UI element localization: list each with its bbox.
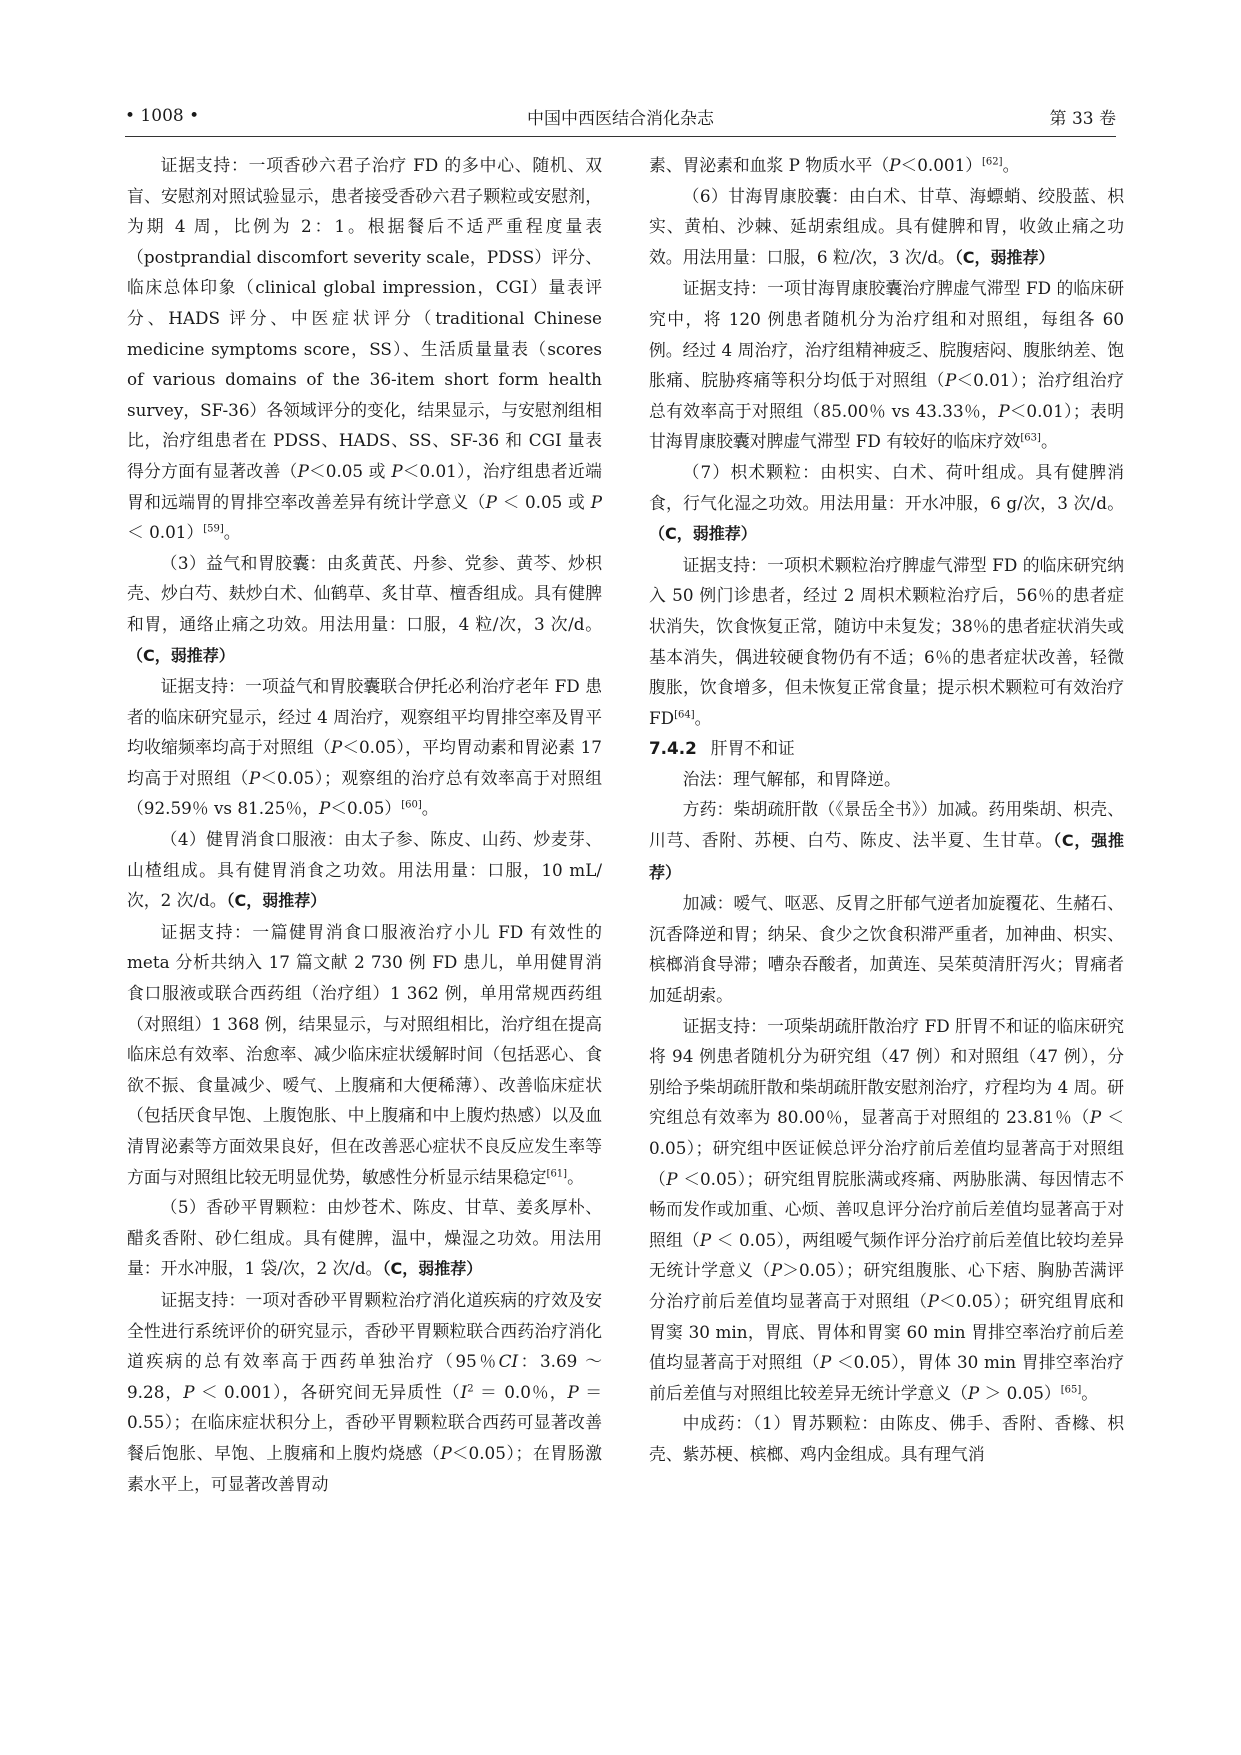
recommendation-grade: （C，弱推荐） xyxy=(226,891,327,911)
recommendation-grade: （C，弱推荐） xyxy=(649,524,757,544)
left-column xyxy=(127,150,602,1499)
recommendation-grade: （C，弱推荐） xyxy=(127,645,235,665)
citation: [59] xyxy=(203,523,224,535)
citation: [63] xyxy=(1020,432,1041,444)
section-title: 肝胃不和证 xyxy=(710,738,795,759)
paragraph: 治法：理气解郁，和胃降逆。 xyxy=(682,768,901,789)
paragraph: 素、胃泌素和血浆 P 物质水平（P＜0.001）[62]。 xyxy=(649,155,1020,175)
running-header xyxy=(125,96,1116,137)
paragraph: 证据支持：一项对香砂平胃颗粒治疗消化道疾病的疗效及安全性进行系统评价的研究显示，香砂平胃颗粒联合西药治疗消化道疾病的总有效率高于西药单独治疗（95％CI：3.69 ～ 9.28，P ＜ 0.001），各研究间无异质性（$I^2 = 0.0$％，P ＝ 0.55）；在临床症状积分上，香砂平胃颗粒联合西药可显著改善餐后饱胀、早饱、上腹痛和上腹灼烧感（P＜0.05）；在胃肠激素水平上，可显著改善胃动 xyxy=(127,1289,602,1494)
paragraph: 加减：嗳气、呕恶、反胃之肝郁气逆者加旋覆花、生赭石、沉香降逆和胃；纳呆、食少之饮食积滞严重者，加神曲、枳实、槟榔消食导滞；嘈杂吞酸者，加黄连、吴茱萸清肝泻火；胃痛者加延胡索。 xyxy=(649,893,1124,1006)
citation: [61] xyxy=(546,1168,568,1179)
recommendation-grade: （C，强推荐） xyxy=(649,831,1124,882)
paragraph: 证据支持：一项枳术颗粒治疗脾虚气滞型 FD 的临床研究纳入 50 例门诊患者，经过 2 周枳术颗粒治疗后，56％的患者症状消失，饮食恢复正常，随访中未复发；38％的患者症状消失或基本消失，偶进较硬食物仍有不适；6％的患者症状改善，轻微腹胀，饮食增多，但未恢复正常食量；提示枳术颗粒可有效治疗 FD[64]。 xyxy=(649,554,1124,728)
paragraph: 证据支持：一项益气和胃胶囊联合伊托必利治疗老年 FD 患者的临床研究显示，经过 4 周治疗，观察组平均胃排空率及胃平均收缩频率均高于对照组（P＜0.05），平均胃动素和胃泌素 17 均高于对照组（P＜0.05）；观察组的治疗总有效率高于对照组（92.59％ vs 81.25％，P＜0.05）[60]。 xyxy=(127,676,602,819)
volume-label: 第 33 卷 xyxy=(1049,108,1116,129)
paragraph: 中成药：（1）胃苏颗粒：由陈皮、佛手、香附、香橼、枳壳、紫苏梗、槟榔、鸡内金组成。具有理气消 xyxy=(649,1413,1124,1464)
right-column xyxy=(649,150,1124,1470)
section-number: 7.4.2 xyxy=(649,738,697,759)
page-number: • 1008 • xyxy=(125,106,200,126)
citation: [65] xyxy=(1060,1384,1082,1396)
citation: [62] xyxy=(982,156,1003,168)
recommendation-grade: （C，弱推荐） xyxy=(954,247,1055,267)
paragraph: 证据支持：一篇健胃消食口服液治疗小儿 FD 有效性的 meta 分析共纳入 17 篇文献 2 730 例 FD 患儿，单用健胃消食口服液或联合西药组（治疗组）1 362 例，单用常规西药组（对照组）1 368 例，结果显示，与对照组相比，治疗组在提高临床总有效率、治愈率、减少临床症状缓解时间（包括恶心、食欲不振、食量减少、嗳气、上腹痛和大便稀薄）、改善临床症状（包括厌食早饱、上腹饱胀、中上腹痛和中上腹灼热感）以及血清胃泌素等方面效果良好，但在改善恶心症状不良反应发生率等方面与对照组比较无明显优势，敏感性分析显示结果稳定[61]。 xyxy=(127,921,602,1187)
paragraph: 证据支持：一项香砂六君子治疗 FD 的多中心、随机、双盲、安慰剂对照试验显示，患者接受香砂六君子颗粒或安慰剂，为期 4 周，比例为 2：1。根据餐后不适严重程度量表（postprandial discomfort severity scale，PDSS）评分、临床总体印象（clinical global impression，CGI）量表评分、HADS 评分、中医症状评分（traditional Chinese medicine symptoms score，SS）、生活质量量表（scores of various domains of the 36-item short form health survey，SF-36）各领域评分的变化，结果显示，与安慰剂组相比，治疗组患者在 PDSS、HADS、SS、SF-36 和 CGI 量表得分方面有显著改善（P＜0.05 或 P＜0.01），治疗组患者近端胃和远端胃的胃排空率改善差异有统计学意义（P ＜ 0.05 或 P ＜ 0.01）[59]。 xyxy=(127,155,602,543)
recommendation-grade: （C，弱推荐） xyxy=(382,1259,483,1279)
journal-title: 中国中西医结合消化杂志 xyxy=(527,108,714,129)
paragraph: （5）香砂平胃颗粒：由炒苍术、陈皮、甘草、姜炙厚朴、醋炙香附、砂仁组成。具有健脾，温中，燥湿之功效。用法用量：开水冲服，1 袋/次，2 次/d。（C，弱推荐） xyxy=(127,1197,602,1279)
paragraph: 方药：柴胡疏肝散（《景岳全书》）加减。药用柴胡、枳壳、川芎、香附、苏梗、白芍、陈皮、法半夏、生甘草。（C，强推荐） xyxy=(649,799,1124,882)
citation: [60] xyxy=(401,799,422,811)
paragraph: （7）枳术颗粒：由枳实、白术、荷叶组成。具有健脾消食，行气化湿之功效。用法用量：开水冲服，6 g/次，3 次/d。（C，弱推荐） xyxy=(649,461,1124,544)
paragraph: （3）益气和胃胶囊：由炙黄芪、丹参、党参、黄芩、炒枳壳、炒白芍、麸炒白术、仙鹤草、炙甘草、檀香组成。具有健脾和胃，通络止痛之功效。用法用量：口服，4 粒/次，3 次/d。（C，弱推荐） xyxy=(127,552,602,665)
section-heading xyxy=(649,733,1124,764)
paragraph: （4）健胃消食口服液：由太子参、陈皮、山药、炒麦芽、山楂组成。具有健胃消食之功效。用法用量：口服，10 mL/次，2 次/d。（C，弱推荐） xyxy=(127,829,602,911)
paragraph: 证据支持：一项柴胡疏肝散治疗 FD 肝胃不和证的临床研究将 94 例患者随机分为研究组（47 例）和对照组（47 例），分别给予柴胡疏肝散和柴胡疏肝散安慰剂治疗，疗程均为 4 周。研究组总有效率为 80.00％，显著高于对照组的 23.81％（P ＜ 0.05）；研究组中医证候总评分治疗前后差值均显著高于对照组（P ＜0.05）；研究组胃脘胀满或疼痛、两胁胀满、每因情志不畅而发作或加重、心烦、善叹息评分治疗前后差值均显著高于对照组（P ＜ 0.05），两组嗳气频作评分治疗前后差值比较均差异无统计学意义（P＞0.05）；研究组腹胀、心下痞、胸胁苦满评分治疗前后差值均显著高于对照组（P＜0.05）；研究组胃底和胃窦 30 min，胃底、胃体和胃窦 60 min 胃排空率治疗前后差值均显著高于对照组（P ＜0.05），胃体 30 min 胃排空率治疗前后差值与对照组比较差异无统计学意义（P ＞ 0.05）[65]。 xyxy=(649,1015,1124,1403)
paragraph: 证据支持：一项甘海胃康胶囊治疗脾虚气滞型 FD 的临床研究中，将 120 例患者随机分为治疗组和对照组，每组各 60 例。经过 4 周治疗，治疗组精神疲乏、脘腹痞闷、腹胀纳差、饱胀痛、脘胁疼痛等积分均低于对照组（P＜0.01）；治疗组治疗总有效率高于对照组（85.00％ vs 43.33％，P＜0.01）；表明甘海胃康胶囊对脾虚气滞型 FD 有较好的临床疗效[63]。 xyxy=(649,278,1124,452)
citation: [64] xyxy=(674,709,695,721)
paragraph: （6）甘海胃康胶囊：由白术、甘草、海螵蛸、绞股蓝、枳实、黄柏、沙棘、延胡索组成。具有健脾和胃，收敛止痛之功效。用法用量：口服，6 粒/次，3 次/d。（C，弱推荐） xyxy=(649,185,1124,267)
